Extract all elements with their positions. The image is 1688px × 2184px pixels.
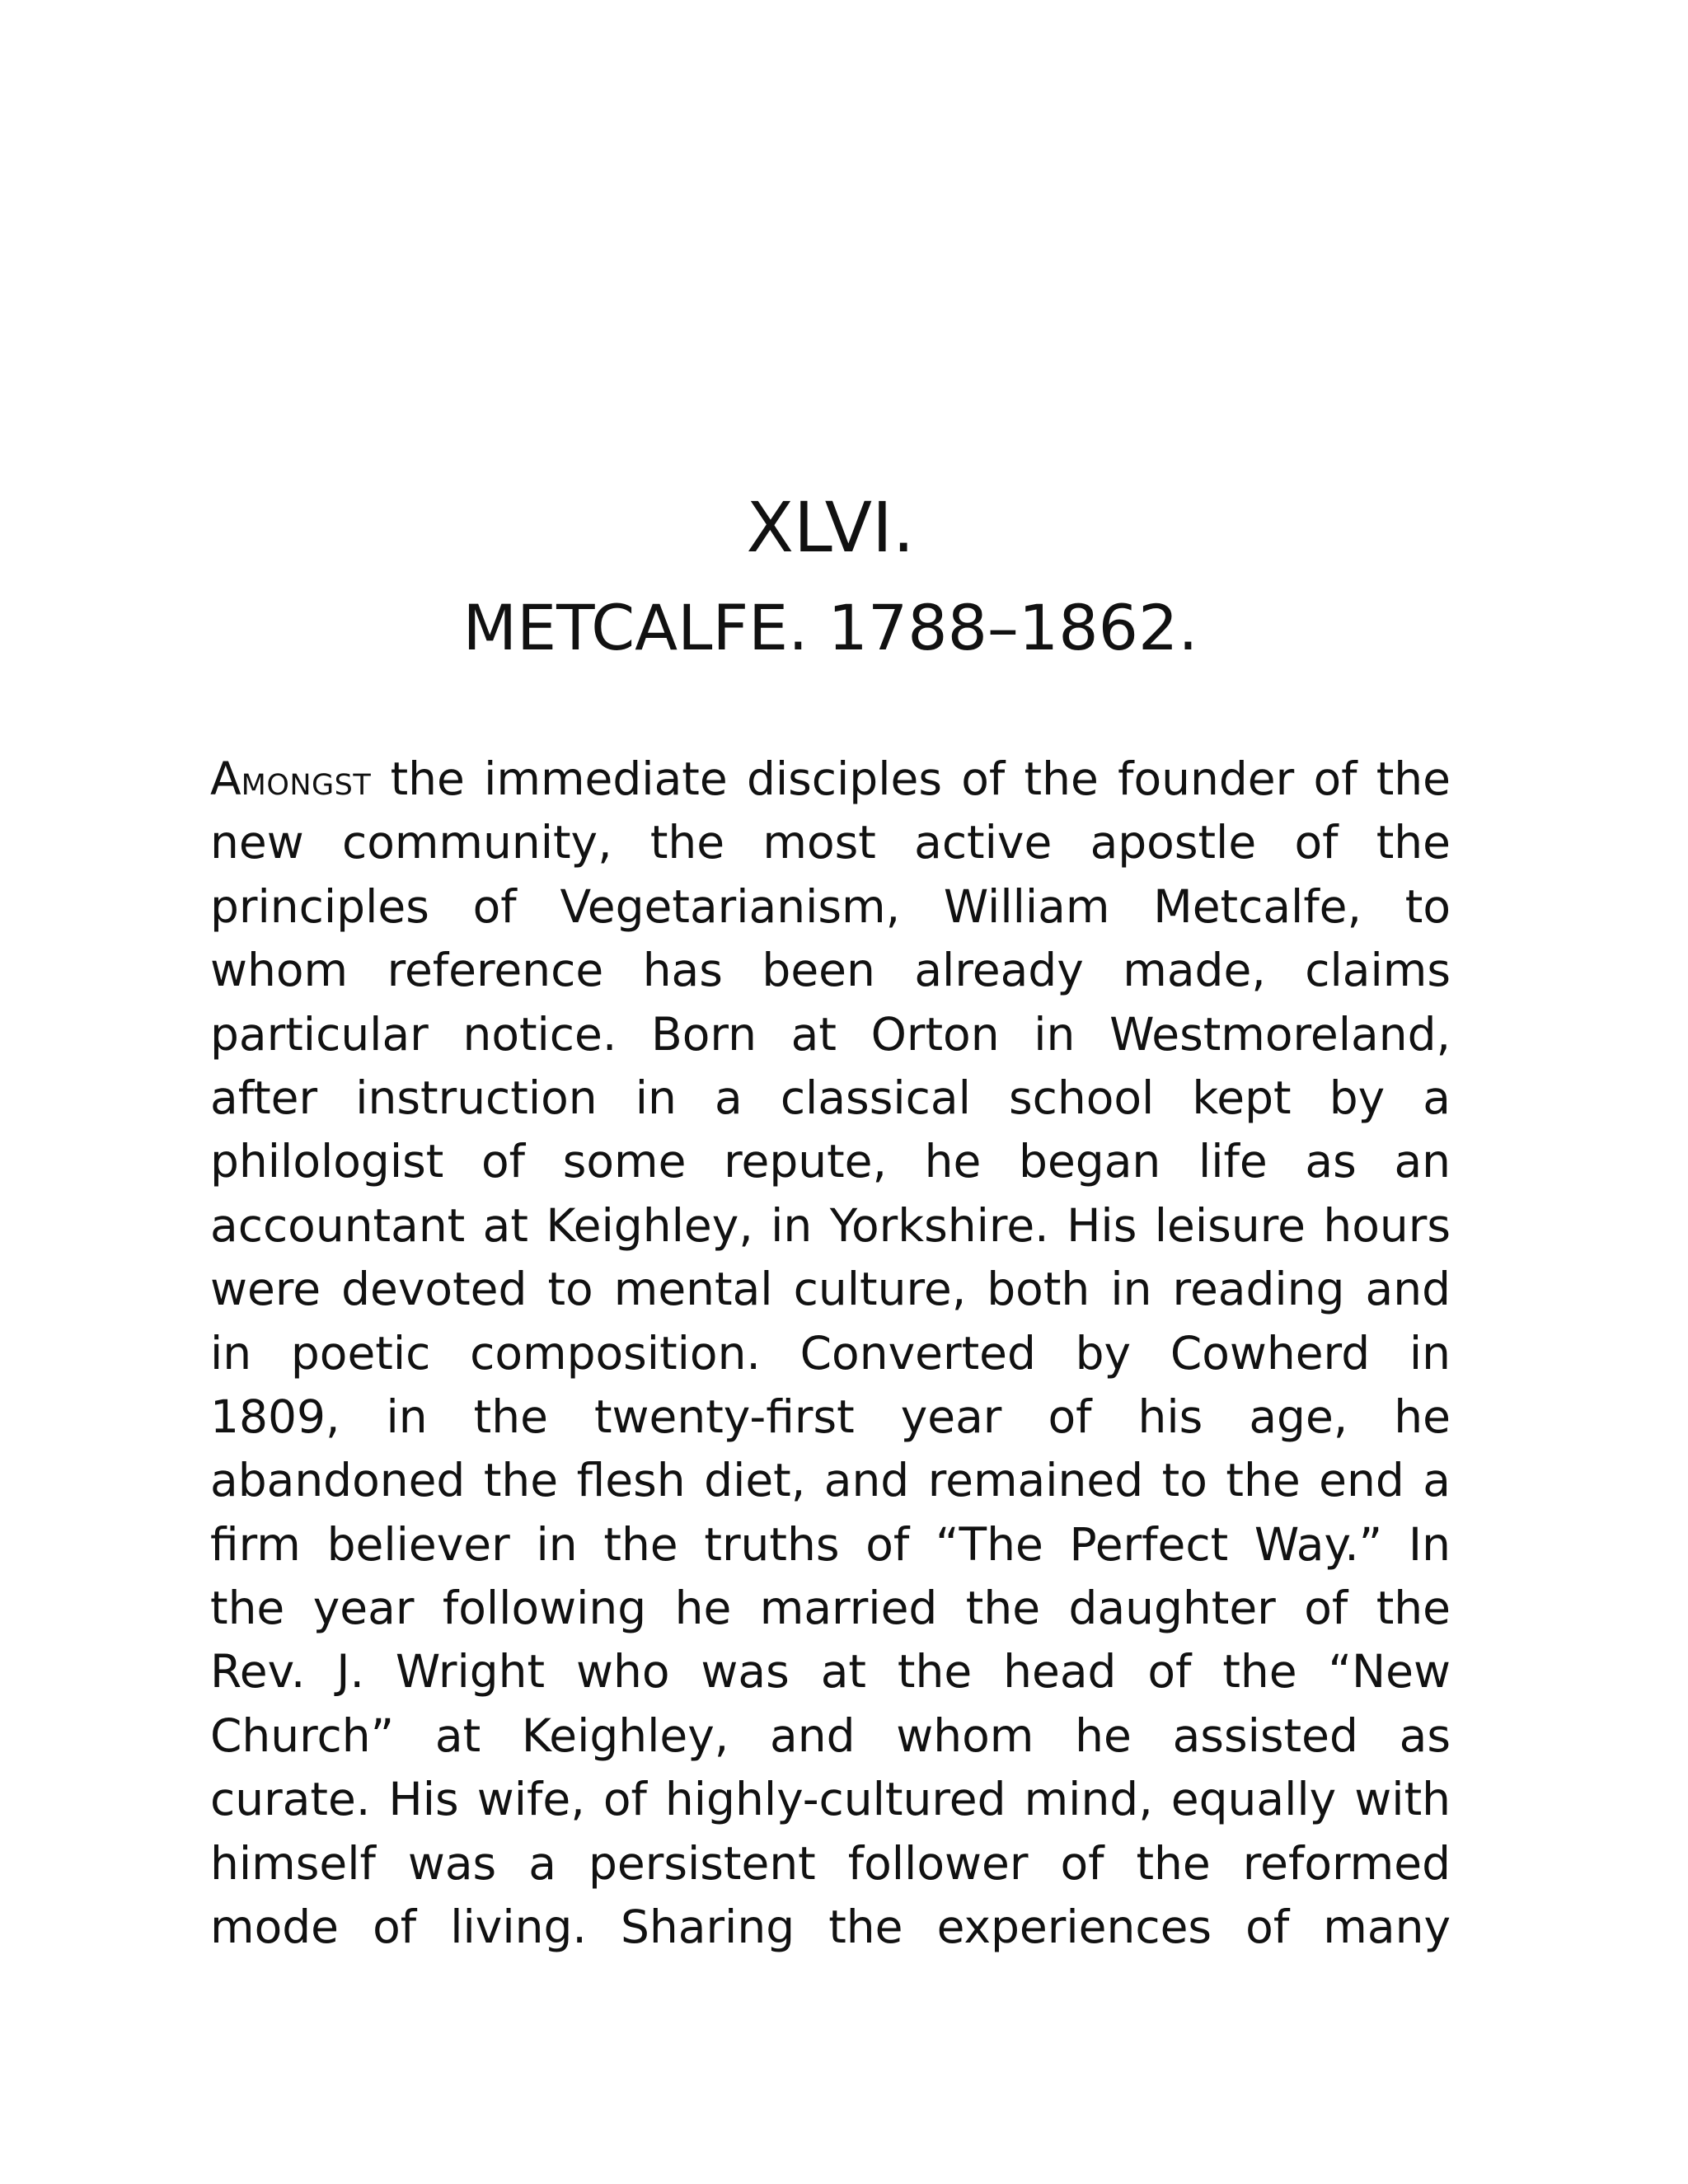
paragraph-line: firm believer in the truths of “The Perfect Way.” In	[210, 1517, 1451, 1571]
paragraph-line: new community, the most active apostle of the	[210, 816, 1451, 869]
paragraph-line: Church” at Keighley, and whom he assisted as	[210, 1708, 1451, 1762]
paragraph-line: in poetic composition. Converted by Cowherd in	[210, 1326, 1451, 1380]
document-page	[210, 486, 1451, 1959]
paragraph-line: philologist of some repute, he began life as an	[210, 1135, 1451, 1188]
paragraph-line: after instruction in a classical school kept by a	[210, 1071, 1451, 1124]
paragraph-line: particular notice. Born at Orton in Westmoreland,	[210, 1007, 1451, 1061]
paragraph-line: mode of living. Sharing the experiences of many	[210, 1900, 1451, 1954]
paragraph-line: whom reference has been already made, claims	[210, 944, 1451, 997]
small-caps-lead: MONGST	[241, 769, 372, 802]
paragraph-line	[210, 748, 1451, 811]
body-paragraph	[210, 748, 1451, 1959]
paragraph-line: were devoted to mental culture, both in reading and	[210, 1263, 1451, 1316]
paragraph-line: the year following he married the daughter of the	[210, 1582, 1451, 1635]
line-text: the immediate disciples of the founder of the	[390, 752, 1451, 805]
paragraph-line: 1809, in the twenty-first year of his age, he	[210, 1390, 1451, 1443]
chapter-number: XLVI.	[746, 487, 915, 568]
paragraph-line: abandoned the flesh diet, and remained to the end a	[210, 1454, 1451, 1507]
paragraph-line: Rev. J. Wright who was at the head of the “New	[210, 1645, 1451, 1699]
drop-initial: A	[210, 752, 241, 805]
paragraph-line: curate. His wife, of highly-cultured mind, equally with	[210, 1773, 1451, 1826]
paragraph-line: principles of Vegetarianism, William Metcalfe, to	[210, 879, 1451, 933]
paragraph-line: himself was a persistent follower of the reformed	[210, 1836, 1451, 1890]
paragraph-line: accountant at Keighley, in Yorkshire. His leisure hours	[210, 1198, 1451, 1252]
chapter-title: METCALFE. 1788–1862.	[462, 591, 1198, 664]
